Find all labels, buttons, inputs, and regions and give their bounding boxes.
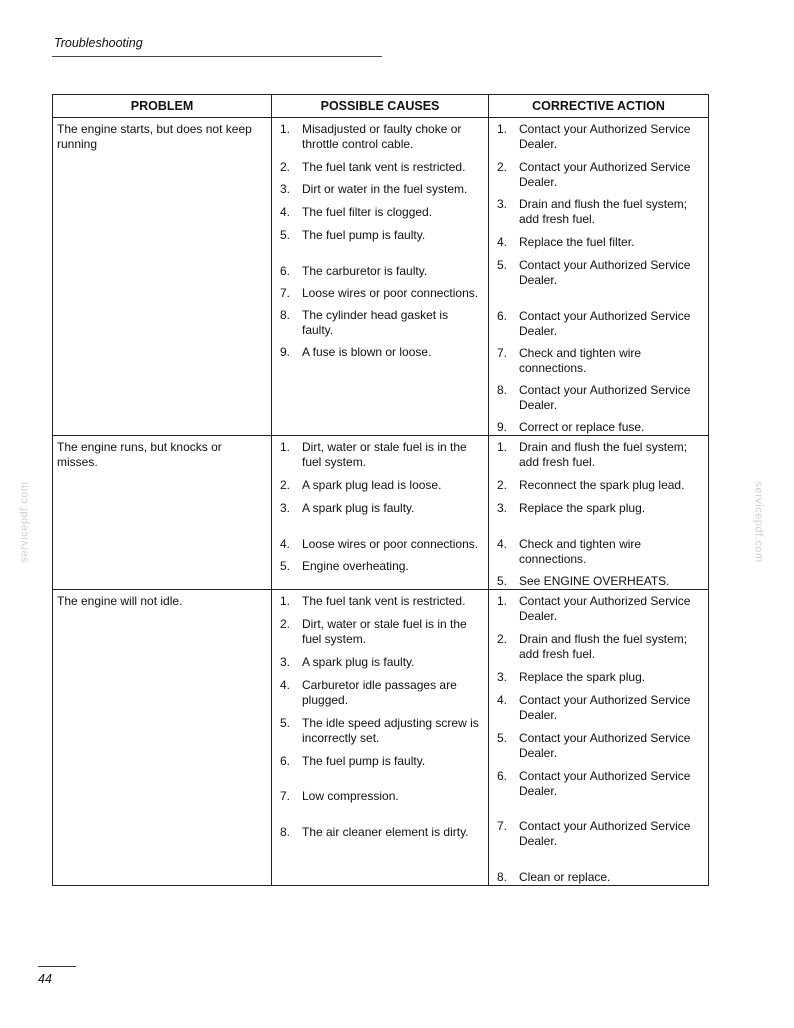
problem-cell — [53, 436, 272, 590]
cause-item — [272, 617, 488, 647]
action-number: 1. — [497, 440, 508, 454]
cause-text: The idle speed adjusting screw is incorrectly set. — [302, 716, 479, 745]
table-row — [53, 118, 709, 436]
cause-text: The fuel tank vent is restricted. — [302, 594, 466, 608]
action-number: 4. — [497, 235, 508, 249]
cause-item — [272, 655, 488, 670]
cause-item — [272, 501, 488, 516]
problem-text: The engine starts, but does not keep running — [57, 122, 252, 151]
cause-text: Loose wires or poor connections. — [302, 537, 479, 551]
watermark-left: servicepdf.com — [18, 481, 31, 563]
action-item — [489, 819, 708, 849]
corrective-action-cell — [489, 590, 709, 886]
cause-text: The air cleaner element is dirty. — [302, 825, 469, 839]
cause-number: 8. — [280, 308, 291, 322]
action-item — [489, 258, 708, 288]
cause-number: 1. — [280, 440, 291, 454]
cause-number: 1. — [280, 122, 291, 136]
table-row — [53, 436, 709, 590]
cause-item — [272, 789, 488, 804]
action-number: 3. — [497, 501, 508, 515]
header-rule — [52, 56, 382, 57]
action-item — [489, 870, 708, 885]
action-text: Contact your Authorized Service Dealer. — [519, 693, 691, 722]
cause-item — [272, 228, 488, 243]
cause-text: Dirt or water in the fuel system. — [302, 182, 468, 196]
table-header-row — [53, 95, 709, 118]
cause-number: 7. — [280, 286, 291, 300]
cause-number: 4. — [280, 537, 291, 551]
cause-number: 3. — [280, 182, 291, 196]
action-item — [489, 478, 708, 493]
cause-text: The fuel pump is faulty. — [302, 754, 426, 768]
cause-text: The fuel tank vent is restricted. — [302, 160, 466, 174]
cause-number: 3. — [280, 501, 291, 515]
cause-item — [272, 205, 488, 220]
action-number: 8. — [497, 870, 508, 884]
action-text: Contact your Authorized Service Dealer. — [519, 309, 691, 338]
action-item — [489, 309, 708, 339]
cause-text: Carburetor idle passages are plugged. — [302, 678, 457, 707]
cause-text: The cylinder head gasket is faulty. — [302, 308, 449, 337]
cause-item — [272, 286, 488, 301]
cause-item — [272, 678, 488, 708]
action-number: 3. — [497, 197, 508, 211]
action-item — [489, 594, 708, 624]
section-title: Troubleshooting — [54, 36, 143, 50]
action-number: 4. — [497, 693, 508, 707]
cause-item — [272, 559, 488, 574]
cause-text: Loose wires or poor connections. — [302, 286, 479, 300]
action-number: 2. — [497, 632, 508, 646]
page-number: 44 — [38, 972, 52, 986]
action-item — [489, 235, 708, 250]
action-text: Drain and flush the fuel system; add fresh fuel. — [519, 197, 688, 226]
cause-number: 5. — [280, 559, 291, 573]
action-text: Check and tighten wire connections. — [519, 537, 642, 566]
cause-text: Misadjusted or faulty choke or throttle control cable. — [302, 122, 462, 151]
cause-number: 6. — [280, 264, 291, 278]
cause-number: 3. — [280, 655, 291, 669]
cause-text: A spark plug is faulty. — [302, 501, 415, 515]
action-item — [489, 440, 708, 470]
cause-number: 2. — [280, 478, 291, 492]
cause-number: 9. — [280, 345, 291, 359]
cause-number: 5. — [280, 716, 291, 730]
cause-text: A fuse is blown or loose. — [302, 345, 432, 359]
action-text: Replace the spark plug. — [519, 501, 646, 515]
action-text: Contact your Authorized Service Dealer. — [519, 122, 691, 151]
cause-text: Dirt, water or stale fuel is in the fuel system. — [302, 617, 467, 646]
action-item — [489, 197, 708, 227]
action-item — [489, 574, 708, 589]
cause-item — [272, 122, 488, 152]
corrective-action-cell — [489, 436, 709, 590]
cause-number: 2. — [280, 160, 291, 174]
action-text: Drain and flush the fuel system; add fresh fuel. — [519, 632, 688, 661]
cause-item — [272, 264, 488, 279]
action-text: Drain and flush the fuel system; add fresh fuel. — [519, 440, 688, 469]
action-item — [489, 670, 708, 685]
cause-item — [272, 716, 488, 746]
header-corrective-action: CORRECTIVE ACTION — [489, 95, 709, 118]
action-text: See ENGINE OVERHEATS. — [519, 574, 670, 588]
possible-causes-cell — [272, 118, 489, 436]
action-text: Clean or replace. — [519, 870, 611, 884]
action-number: 2. — [497, 160, 508, 174]
cause-item — [272, 160, 488, 175]
cause-number: 1. — [280, 594, 291, 608]
cause-number: 4. — [280, 205, 291, 219]
action-item — [489, 122, 708, 152]
cause-item — [272, 345, 488, 360]
cause-item — [272, 537, 488, 552]
action-item — [489, 346, 708, 376]
action-text: Contact your Authorized Service Dealer. — [519, 258, 691, 287]
cause-text: A spark plug lead is loose. — [302, 478, 442, 492]
action-number: 5. — [497, 731, 508, 745]
corrective-action-cell — [489, 118, 709, 436]
action-item — [489, 537, 708, 567]
action-number: 9. — [497, 420, 508, 434]
problem-cell — [53, 118, 272, 436]
action-item — [489, 731, 708, 761]
action-number: 5. — [497, 574, 508, 588]
action-item — [489, 160, 708, 190]
cause-number: 2. — [280, 617, 291, 631]
action-text: Contact your Authorized Service Dealer. — [519, 594, 691, 623]
action-number: 5. — [497, 258, 508, 272]
cause-text: The carburetor is faulty. — [302, 264, 428, 278]
action-number: 6. — [497, 309, 508, 323]
problem-text: The engine runs, but knocks or misses. — [57, 440, 222, 469]
problem-cell — [53, 590, 272, 886]
cause-text: Dirt, water or stale fuel is in the fuel system. — [302, 440, 467, 469]
action-text: Contact your Authorized Service Dealer. — [519, 769, 691, 798]
action-number: 1. — [497, 594, 508, 608]
cause-number: 6. — [280, 754, 291, 768]
cause-number: 8. — [280, 825, 291, 839]
action-text: Contact your Authorized Service Dealer. — [519, 160, 691, 189]
action-text: Correct or replace fuse. — [519, 420, 645, 434]
cause-number: 7. — [280, 789, 291, 803]
action-number: 6. — [497, 769, 508, 783]
cause-text: Engine overheating. — [302, 559, 409, 573]
cause-text: Low compression. — [302, 789, 399, 803]
action-item — [489, 501, 708, 516]
cause-number: 5. — [280, 228, 291, 242]
action-text: Contact your Authorized Service Dealer. — [519, 819, 691, 848]
action-number: 7. — [497, 819, 508, 833]
action-item — [489, 420, 708, 435]
cause-number: 4. — [280, 678, 291, 692]
action-text: Contact your Authorized Service Dealer. — [519, 731, 691, 760]
header-problem: PROBLEM — [53, 95, 272, 118]
cause-item — [272, 594, 488, 609]
action-text: Replace the fuel filter. — [519, 235, 635, 249]
action-text: Replace the spark plug. — [519, 670, 646, 684]
action-number: 2. — [497, 478, 508, 492]
cause-item — [272, 182, 488, 197]
action-text: Reconnect the spark plug lead. — [519, 478, 685, 492]
action-item — [489, 769, 708, 799]
header-possible-causes: POSSIBLE CAUSES — [272, 95, 489, 118]
cause-item — [272, 440, 488, 470]
table-row — [53, 590, 709, 886]
possible-causes-cell — [272, 590, 489, 886]
action-number: 3. — [497, 670, 508, 684]
cause-item — [272, 308, 488, 338]
cause-text: The fuel filter is clogged. — [302, 205, 433, 219]
action-text: Check and tighten wire connections. — [519, 346, 642, 375]
page-number-rule — [38, 966, 76, 967]
cause-item — [272, 825, 488, 840]
watermark-right: servicepdf.com — [752, 481, 765, 563]
action-number: 4. — [497, 537, 508, 551]
action-item — [489, 383, 708, 413]
troubleshooting-table — [52, 94, 709, 886]
possible-causes-cell — [272, 436, 489, 590]
cause-item — [272, 754, 488, 769]
action-item — [489, 632, 708, 662]
cause-text: The fuel pump is faulty. — [302, 228, 426, 242]
action-item — [489, 693, 708, 723]
problem-text: The engine will not idle. — [57, 594, 183, 608]
cause-item — [272, 478, 488, 493]
action-text: Contact your Authorized Service Dealer. — [519, 383, 691, 412]
action-number: 8. — [497, 383, 508, 397]
cause-text: A spark plug is faulty. — [302, 655, 415, 669]
action-number: 1. — [497, 122, 508, 136]
action-number: 7. — [497, 346, 508, 360]
